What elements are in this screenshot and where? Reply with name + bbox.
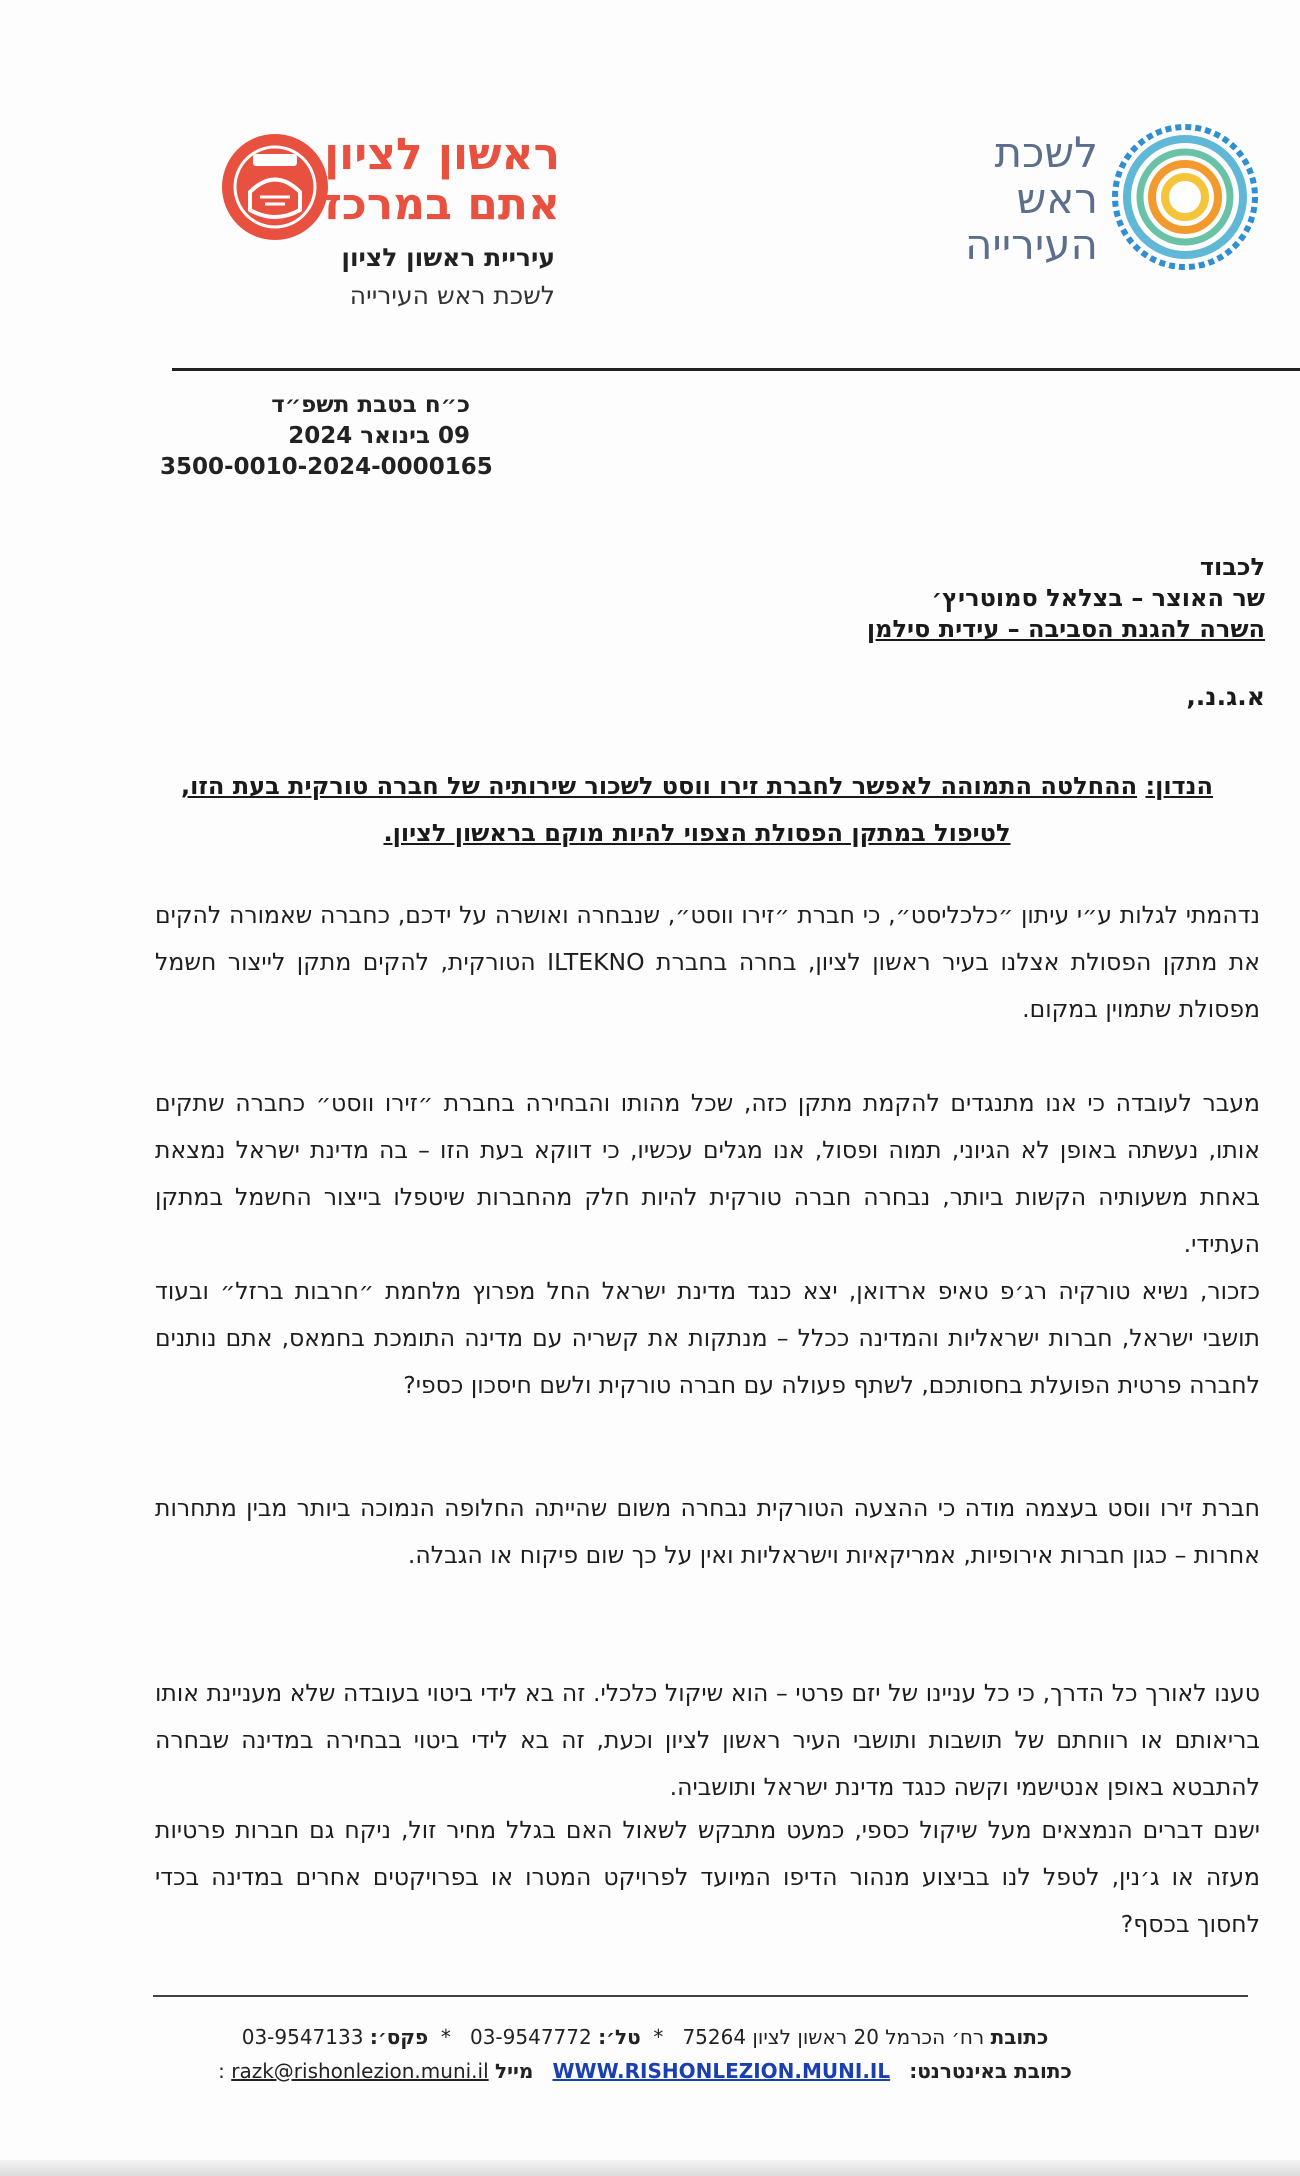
footer-contact-line: כתובת רח׳ הכרמל 20 ראשון לציון 75264 * טל׳: 03-9547772 * פקס׳: 03-9547133	[241, 2025, 1049, 2049]
mayor-office-logo-line: העירייה	[964, 220, 1098, 269]
spiral-logo-icon	[1110, 122, 1260, 272]
fax: 03-9547133	[241, 2025, 364, 2049]
mayor-office-logo-line: לשכת	[994, 128, 1098, 177]
body-paragraph: ישנם דברים הנמצאים מעל שיקול כספי, כמעט מתבקש לשאול האם בגלל מחיר זול, ניקח גם חברות פרטיות מעזה או ג׳נין, לטפל לנו בביצוע מנהור הדיפו המיועד לפרויקט המטרו או בפרויקטים אחרים במדינה בכדי לחסוך בכסף?	[155, 1816, 1260, 1938]
body-paragraph: מעבר לעובדה כי אנו מתנגדים להקמת מתקן כזה, שכל מהותו והבחירה בחברת ״זירו ווסט״ כחברה שתקים אותו, נעשתה באופן לא הגיוני, תמוה ופסול, אנו מגלים עכשיו, כי דווקא בעת הזו – בה מדינת ישראל נמצאת באחת משעותיה הקשות ביותר, נבחרה חברה טורקית להיות חלק מהחברות שיטפלו בייצור החשמל במתקן העתידי.	[155, 1089, 1260, 1258]
body-paragraph: נדהמתי לגלות ע״י עיתון ״כלכליסט״, כי חברת ״זירו ווסט״, שנבחרה ואושרה על ידכם, כחברה שאמורה להקים את מתקן הפסולת אצלנו בעיר ראשון לציון, בחרה בחברת ILTEKNO הטורקית, להקים מתקן לייצור חשמל מפסולת שתמוין במקום.	[155, 901, 1260, 1023]
date-block	[160, 390, 493, 483]
website-link[interactable]: WWW.RISHONLEZION.MUNI.IL	[552, 2059, 891, 2083]
mayor-office-logo	[964, 128, 1098, 269]
greeting: א.ג.נ.,	[1186, 682, 1265, 711]
fax-label: פקס׳:	[369, 2025, 429, 2049]
address: רח׳ הכרמל 20 ראשון לציון 75264	[682, 2025, 985, 2049]
office-name: לשכת ראש העירייה	[349, 281, 555, 310]
phone: 03-9547772	[469, 2025, 592, 2049]
recipient-line: השרה להגנת הסביבה – עידית סילמן	[866, 615, 1265, 643]
city-slogan	[324, 129, 560, 230]
reference-number: 3500-0010-2024-0000165	[160, 454, 493, 480]
salutation: לכבוד	[1199, 553, 1265, 581]
subject	[142, 763, 1252, 857]
city-slogan-line: אתם במרכז	[324, 179, 560, 230]
address-label: כתובת	[990, 2025, 1049, 2049]
recipients	[665, 552, 1265, 645]
footer	[185, 2020, 1105, 2088]
body-paragraph: כזכור, נשיא טורקיה רג׳פ טאיפ ארדואן, יצא כנגד מדינת ישראל החל מפרוץ מלחמת ״חרבות ברזל״ ובעוד תושבי ישראל, חברות ישראליות והמדינה ככלל – מנתקות את קשריה עם מדינה התומכת בחמאס, אתם נותנים לחברה פרטית הפועלת בחסותכם, לשתף פעולה עם חברה טורקית ולשם חיסכון כספי?	[155, 1277, 1260, 1399]
scan-edge	[0, 2160, 1300, 2176]
footer-web-line: כתובת באינטרנט: WWW.RISHONLEZION.MUNI.IL מייל razk@rishonlezion.muni.il :	[218, 2059, 1072, 2083]
hebrew-date: כ״ח בטבת תשפ״ד	[271, 392, 470, 418]
header-divider	[172, 368, 1300, 371]
mayor-office-logo-line: ראש	[1016, 174, 1098, 223]
city-emblem-icon	[220, 132, 330, 242]
email-label: מייל	[495, 2059, 534, 2083]
city-slogan-line: ראשון לציון	[324, 129, 560, 180]
city-name: עיריית ראשון לציון	[341, 243, 555, 272]
body-paragraph: חברת זירו ווסט בעצמה מודה כי ההצעה הטורקית נבחרה משום שהייתה החלופה הנמוכה ביותר מבין מתחרות אחרות – כגון חברות אירופיות, אמריקאיות וישראליות ואין על כך שום פיקוח או הגבלה.	[155, 1494, 1260, 1569]
recipient-line: שר האוצר – בצלאל סמוטריץ׳	[931, 584, 1265, 612]
subject-line: ההחלטה התמוהה לאפשר לחברת זירו ווסט לשכור שירותיה של חברה טורקית בעת הזו,	[180, 772, 1138, 800]
subject-line: לטיפול במתקן הפסולת הצפוי להיות מוקם בראשון לציון.	[383, 819, 1011, 847]
web-label: כתובת באינטרנט:	[909, 2059, 1072, 2083]
phone-label: טל׳:	[598, 2025, 641, 2049]
body-paragraph: טענו לאורך כל הדרך, כי כל עניינו של יזם פרטי – הוא שיקול כלכלי. זה בא לידי ביטוי בעובדה שלא מעניינת אותו בריאותם או רווחתם של תושבות ותושבי העיר ראשון לציון וכעת, זה בא לידי ביטוי בבחירה במדינה שבחרה להתבטא באופן אנטישמי וקשה כנגד מדינת ישראל ותושביה.	[155, 1679, 1260, 1801]
email-link[interactable]: razk@rishonlezion.muni.il	[231, 2059, 489, 2083]
gregorian-date: 09 בינואר 2024	[288, 423, 470, 449]
subject-label: הנדון:	[1145, 772, 1214, 800]
footer-divider	[153, 1995, 1248, 1997]
